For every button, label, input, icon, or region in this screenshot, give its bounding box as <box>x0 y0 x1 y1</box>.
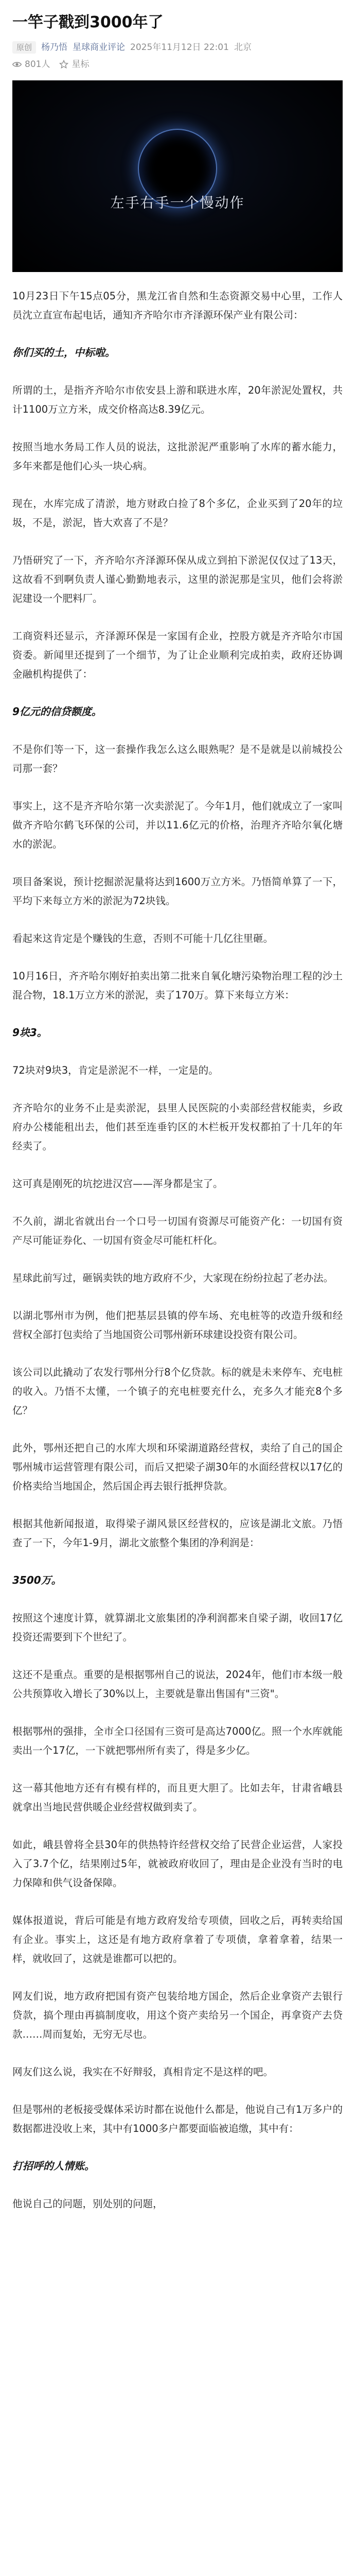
body-paragraph: 网友们说，地方政府把国有资产包装给地方国企，然后企业拿资产去银行贷款，搞个理由再搞制度收，用这个资产卖给另一个国企，再拿资产去贷款……周而复始，无穷无尽也。 <box>12 1990 343 2040</box>
body-paragraph: 按照这个速度计算，就算湖北文旅集团的净利润都来自梁子湖，收回17亿投资还需要到下个世纪了。 <box>12 1612 343 1643</box>
publish-location: 北京 <box>234 42 252 53</box>
eye-icon <box>12 60 22 69</box>
account-name[interactable]: 星球商业评论 <box>73 42 126 53</box>
body-paragraph: 以湖北鄂州市为例，他们把基层县镇的停车场、充电桩等的改造升级和经营权全部打包卖给了当地国资公司鄂州新环球建设投资有限公司。 <box>12 1310 343 1341</box>
author-name[interactable]: 杨乃悟 <box>41 42 68 53</box>
highlight-paragraph: 你们买的土，中标啦。 <box>12 346 115 359</box>
body-paragraph: 不久前，湖北省就出台一个口号一切国有资源尽可能资产化：一切国有资产尽可能证券化、一切国有资金尽可能杠杆化。 <box>12 1215 343 1246</box>
body-paragraph: 72块对9块3，肯定是淤泥不一样，一定是的。 <box>12 1064 219 1076</box>
body-paragraph: 此外，鄂州还把自己的水库大坝和环梁湖道路经营权，卖给了自己的国企鄂州城市运营管理有限公司，而后又把梁子湖30年的水面经营权以17亿的价格卖给当地国企，然后国企再去银行抵押贷款。 <box>12 1442 343 1492</box>
body-paragraph: 他说自己的问题，别处别的问题， <box>12 2198 163 2210</box>
body-paragraph: 网友们这么说，我实在不好辩驳，真相肯定不是这样的吧。 <box>12 2066 274 2078</box>
body-paragraph: 项目备案说，预计挖掘淤泥量将达到1600万立方米。乃悟简单算了一下，平均下来每立方米的淤泥为72块钱。 <box>12 876 343 907</box>
favorite-label: 星标 <box>72 59 90 70</box>
body-paragraph: 媒体报道说，背后可能是有地方政府发给专项债，回收之后，再转卖给国有企业。事实上，这还是有地方政府拿着了专项债，拿着拿着，结果一样，就收回了，这就是谁都可以把的。 <box>12 1914 343 1964</box>
body-paragraph: 齐齐哈尔的业务不止是卖淤泥，县里人民医院的小卖部经营权能卖，乡政府办公楼能租出去，他们甚至连垂钓区的木栏板开发权都拍了十几年的年经卖了。 <box>12 1102 343 1152</box>
highlight-paragraph: 3500万。 <box>12 1574 62 1586</box>
body-paragraph: 根据其他新闻报道，取得梁子湖风景区经营权的，应该是湖北文旅。乃悟查了一下，今年1-9月，湖北文旅整个集团的净利润是： <box>12 1518 343 1549</box>
body-paragraph: 根据鄂州的强排，全市全口径国有三资可是高达7000亿。照一个水库就能卖出一个17亿，一下就把鄂州所有卖了，得是多少亿。 <box>12 1725 343 1756</box>
highlight-paragraph: 打招呼的人情账。 <box>12 2160 95 2172</box>
body-paragraph: 看起来这肯定是个赚钱的生意，否则不可能十几亿往里砸。 <box>12 933 274 944</box>
body-paragraph: 但是鄂州的老板接受媒体采访时都在说他什么都是，他说自己有1万多户的数据都进没收上来，其中有1000多户都要面临被追缴，其中有： <box>12 2104 343 2134</box>
reads-count: 801人 <box>25 59 50 70</box>
body-paragraph: 10月23日下午15点05分，黑龙江省自然和生态资源交易中心里，工作人员沈立直宣布起电话，通知齐齐哈尔市齐泽源环保产业有限公司： <box>12 290 343 321</box>
original-tag: 原创 <box>12 41 36 54</box>
highlight-paragraph: 9亿元的信贷额度。 <box>12 705 102 718</box>
star-icon <box>59 60 68 69</box>
body-paragraph: 该公司以此撬动了农发行鄂州分行8个亿贷款。标的就是未来停车、充电桩的收入。乃悟不太懂，一个镇子的充电桩要充什么，充多久才能充8个多亿？ <box>12 1366 343 1416</box>
body-paragraph: 所谓的土，是指齐齐哈尔市依安县上游和联进水库，20年淤泥处置权，共计1100万立方米，成交价格高达8.39亿元。 <box>12 384 343 415</box>
body-paragraph: 现在，水库完成了清淤，地方财政白捡了8个多亿，企业买到了20年的垃圾，不是，淤泥，皆大欢喜了不是？ <box>12 498 343 529</box>
favorite-button[interactable] <box>59 58 89 71</box>
body-paragraph: 按照当地水务局工作人员的说法，这批淤泥严重影响了水库的蓄水能力，多年来都是他们心头一块心病。 <box>12 441 343 472</box>
body-paragraph: 不是你们等一下，这一套操作我怎么这么眼熟呢？是不是就是以前城投公司那一套？ <box>12 743 343 774</box>
hero-caption: 左手右手一个慢动作 <box>110 195 245 211</box>
body-paragraph: 如此，峨县曾将全县30年的供热特许经营权交给了民营企业运营，人家投入了3.7个亿，结果刚过5年，就被政府收回了，理由是企业没有当时的电力保障和供气设备保障。 <box>12 1839 343 1889</box>
body-paragraph: 10月16日，齐齐哈尔刚好拍卖出第二批来自氧化塘污染物治理工程的沙土混合物，18.1万立方米的淤泥，卖了170万。算下来每立方米： <box>12 970 343 1001</box>
body-paragraph: 这可真是刚死的坑挖进汉宫——浑身都是宝了。 <box>12 1178 223 1190</box>
article-body <box>0 286 355 2213</box>
body-paragraph: 星球此前写过，砸锅卖铁的地方政府不少，大家现在纷纷拉起了老办法。 <box>12 1272 334 1284</box>
publish-time: 2025年11月12日 22:01 <box>130 42 229 53</box>
highlight-paragraph: 9块3。 <box>12 1026 47 1039</box>
body-paragraph: 工商资料还显示，齐泽源环保是一家国有企业，控股方就是齐齐哈尔市国资委。新闻里还提到了一个细节，为了让企业顺利完成拍卖，政府还协调金融机构提供了： <box>12 630 343 680</box>
article-stats <box>0 55 355 80</box>
body-paragraph: 乃悟研究了一下，齐齐哈尔齐泽源环保从成立到拍下淤泥仅仅过了13天，这故看不到啊负责人谨心勤勤地表示，这里的淤泥那是宝贝，他们会将淤泥建设一个肥料厂。 <box>12 554 343 604</box>
body-paragraph: 事实上，这不是齐齐哈尔第一次卖淤泥了。今年1月，他们就成立了一家叫做齐齐哈尔鹤飞环保的公司，并以11.6亿元的价格，治理齐齐哈尔氧化塘水的淤泥。 <box>12 800 343 850</box>
body-paragraph: 这还不是重点。重要的是根据鄂州自己的说法，2024年，他们市本级一般公共预算收入增长了30%以上，主要就是靠出售国有"三资"。 <box>12 1669 343 1700</box>
reads-stat <box>12 58 50 71</box>
hero-image <box>12 80 343 272</box>
article-meta <box>0 37 355 55</box>
body-paragraph: 这一幕其他地方还有有模有样的，而且更大胆了。比如去年，甘肃省峨县就拿出当地民营供暖企业经营权做到卖了。 <box>12 1782 343 1813</box>
article-title: 一竿子戳到3000年了 <box>12 13 164 31</box>
